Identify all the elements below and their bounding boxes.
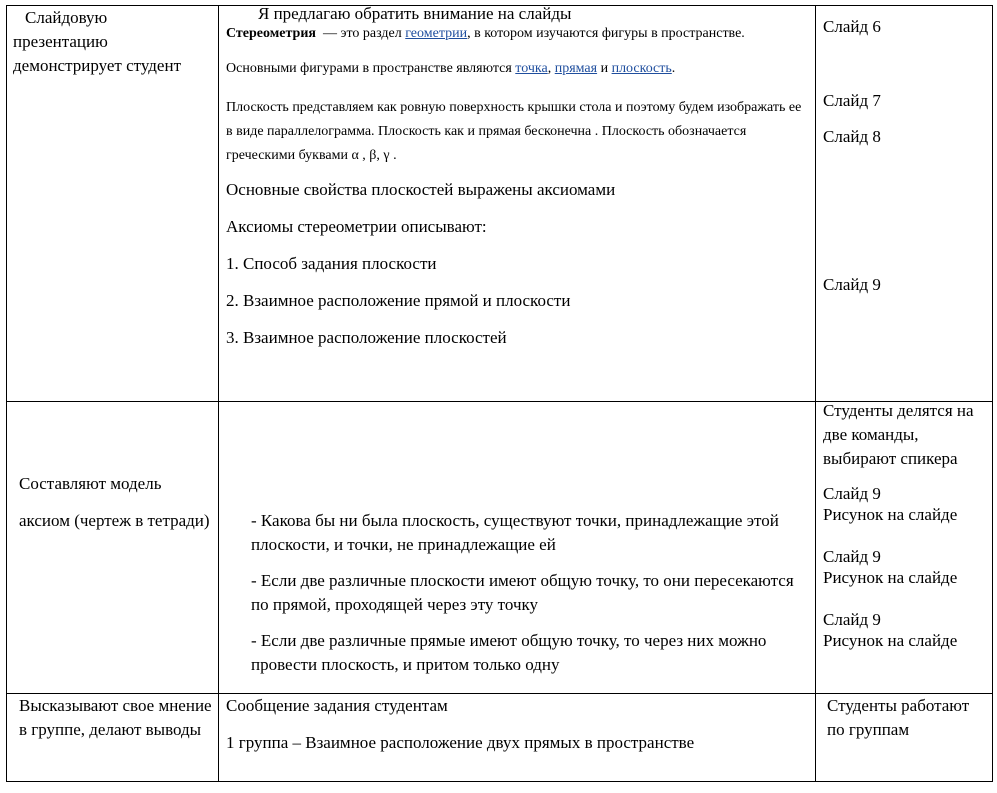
plane-link[interactable]: плоскость xyxy=(611,61,672,76)
activity-line: Составляют модель xyxy=(19,474,162,493)
activity-line: презентацию xyxy=(13,32,108,51)
definition-term: Стереометрия xyxy=(226,26,316,41)
slide-ref xyxy=(823,483,988,525)
activity-text: Высказывают свое мнение в группе, делают выводы xyxy=(19,696,212,739)
intro-text: Я предлагаю обратить внимание на слайды xyxy=(258,4,572,23)
content-cell xyxy=(219,694,816,782)
slide-ref: Слайд 7 xyxy=(823,91,881,110)
table-row xyxy=(7,402,993,694)
definition-body: , в котором изучаются фигуры в пространстве. xyxy=(467,26,745,41)
slides-cell xyxy=(816,694,993,782)
activity-cell xyxy=(7,694,219,782)
activity-cell xyxy=(7,402,219,694)
slides-cell xyxy=(816,402,993,694)
slides-cell xyxy=(816,6,993,402)
activity-cell xyxy=(7,6,219,402)
figures-body: Основными фигурами в пространстве являются xyxy=(226,61,516,76)
axiom-list-item: 3. Взаимное расположение плоскостей xyxy=(226,328,507,347)
definition-body: — это раздел xyxy=(315,26,406,41)
axioms-intro: Основные свойства плоскостей выражены аксиомами xyxy=(226,180,616,199)
geometry-link[interactable]: геометрии xyxy=(405,26,468,41)
axiom-text: - Если две различные прямые имеют общую точку, то через них можно провести плоскость, и притом только одну xyxy=(251,631,767,674)
lesson-plan-table xyxy=(6,5,993,782)
axioms-describe: Аксиомы стереометрии описывают: xyxy=(226,217,487,236)
teams-note: Студенты делятся на две команды, выбирают спикера xyxy=(823,401,974,468)
separator: и xyxy=(597,61,612,76)
line-link[interactable]: прямая xyxy=(554,61,598,76)
definition-text xyxy=(226,24,807,44)
separator: , xyxy=(547,61,555,76)
task-heading: Сообщение задания студентам xyxy=(226,696,448,715)
slide-caption: Рисунок на слайде xyxy=(823,568,958,587)
slide-ref: Слайд 9 xyxy=(823,275,881,294)
axiom-text: - Какова бы ни была плоскость, существуют точки, принадлежащие этой плоскости, и точки, не принадлежащие ей xyxy=(251,511,779,554)
axiom-text: - Если две различные плоскости имеют общую точку, то они пересекаются по прямой, проходящей через эту точку xyxy=(251,571,794,614)
activity-line: аксиом (чертеж в тетради) xyxy=(19,511,210,530)
slide-ref xyxy=(823,609,988,651)
plane-description: Плоскость представляем как ровную поверхность крышки стола и поэтому будем изображать ее в виде параллелограмма. Плоскость как и прямая бесконечна . Плоскость обозначается греческими буквами α , β, γ . xyxy=(226,100,802,163)
activity-line: Слайдовую xyxy=(25,8,108,27)
activity-line: демонстрирует студент xyxy=(13,56,182,75)
axiom-list-item: 2. Взаимное расположение прямой и плоскости xyxy=(226,291,571,310)
figures-text xyxy=(226,59,807,79)
slide-ref xyxy=(823,546,988,588)
students-note: Студенты работают по группам xyxy=(827,696,970,739)
point-link[interactable]: точка xyxy=(515,61,548,76)
slide-ref: Слайд 6 xyxy=(823,17,881,36)
slide-number: Слайд 9 xyxy=(823,610,881,629)
separator: . xyxy=(671,61,676,76)
slide-caption: Рисунок на слайде xyxy=(823,631,958,650)
table-row xyxy=(7,6,993,402)
table-row xyxy=(7,694,993,782)
content-cell xyxy=(219,6,816,402)
slide-number: Слайд 9 xyxy=(823,484,881,503)
content-cell xyxy=(219,402,816,694)
slide-ref: Слайд 8 xyxy=(823,127,881,146)
group-task: 1 группа – Взаимное расположение двух прямых в пространстве xyxy=(226,733,695,752)
slide-caption: Рисунок на слайде xyxy=(823,505,958,524)
slide-number: Слайд 9 xyxy=(823,547,881,566)
axiom-list-item: 1. Способ задания плоскости xyxy=(226,254,437,273)
